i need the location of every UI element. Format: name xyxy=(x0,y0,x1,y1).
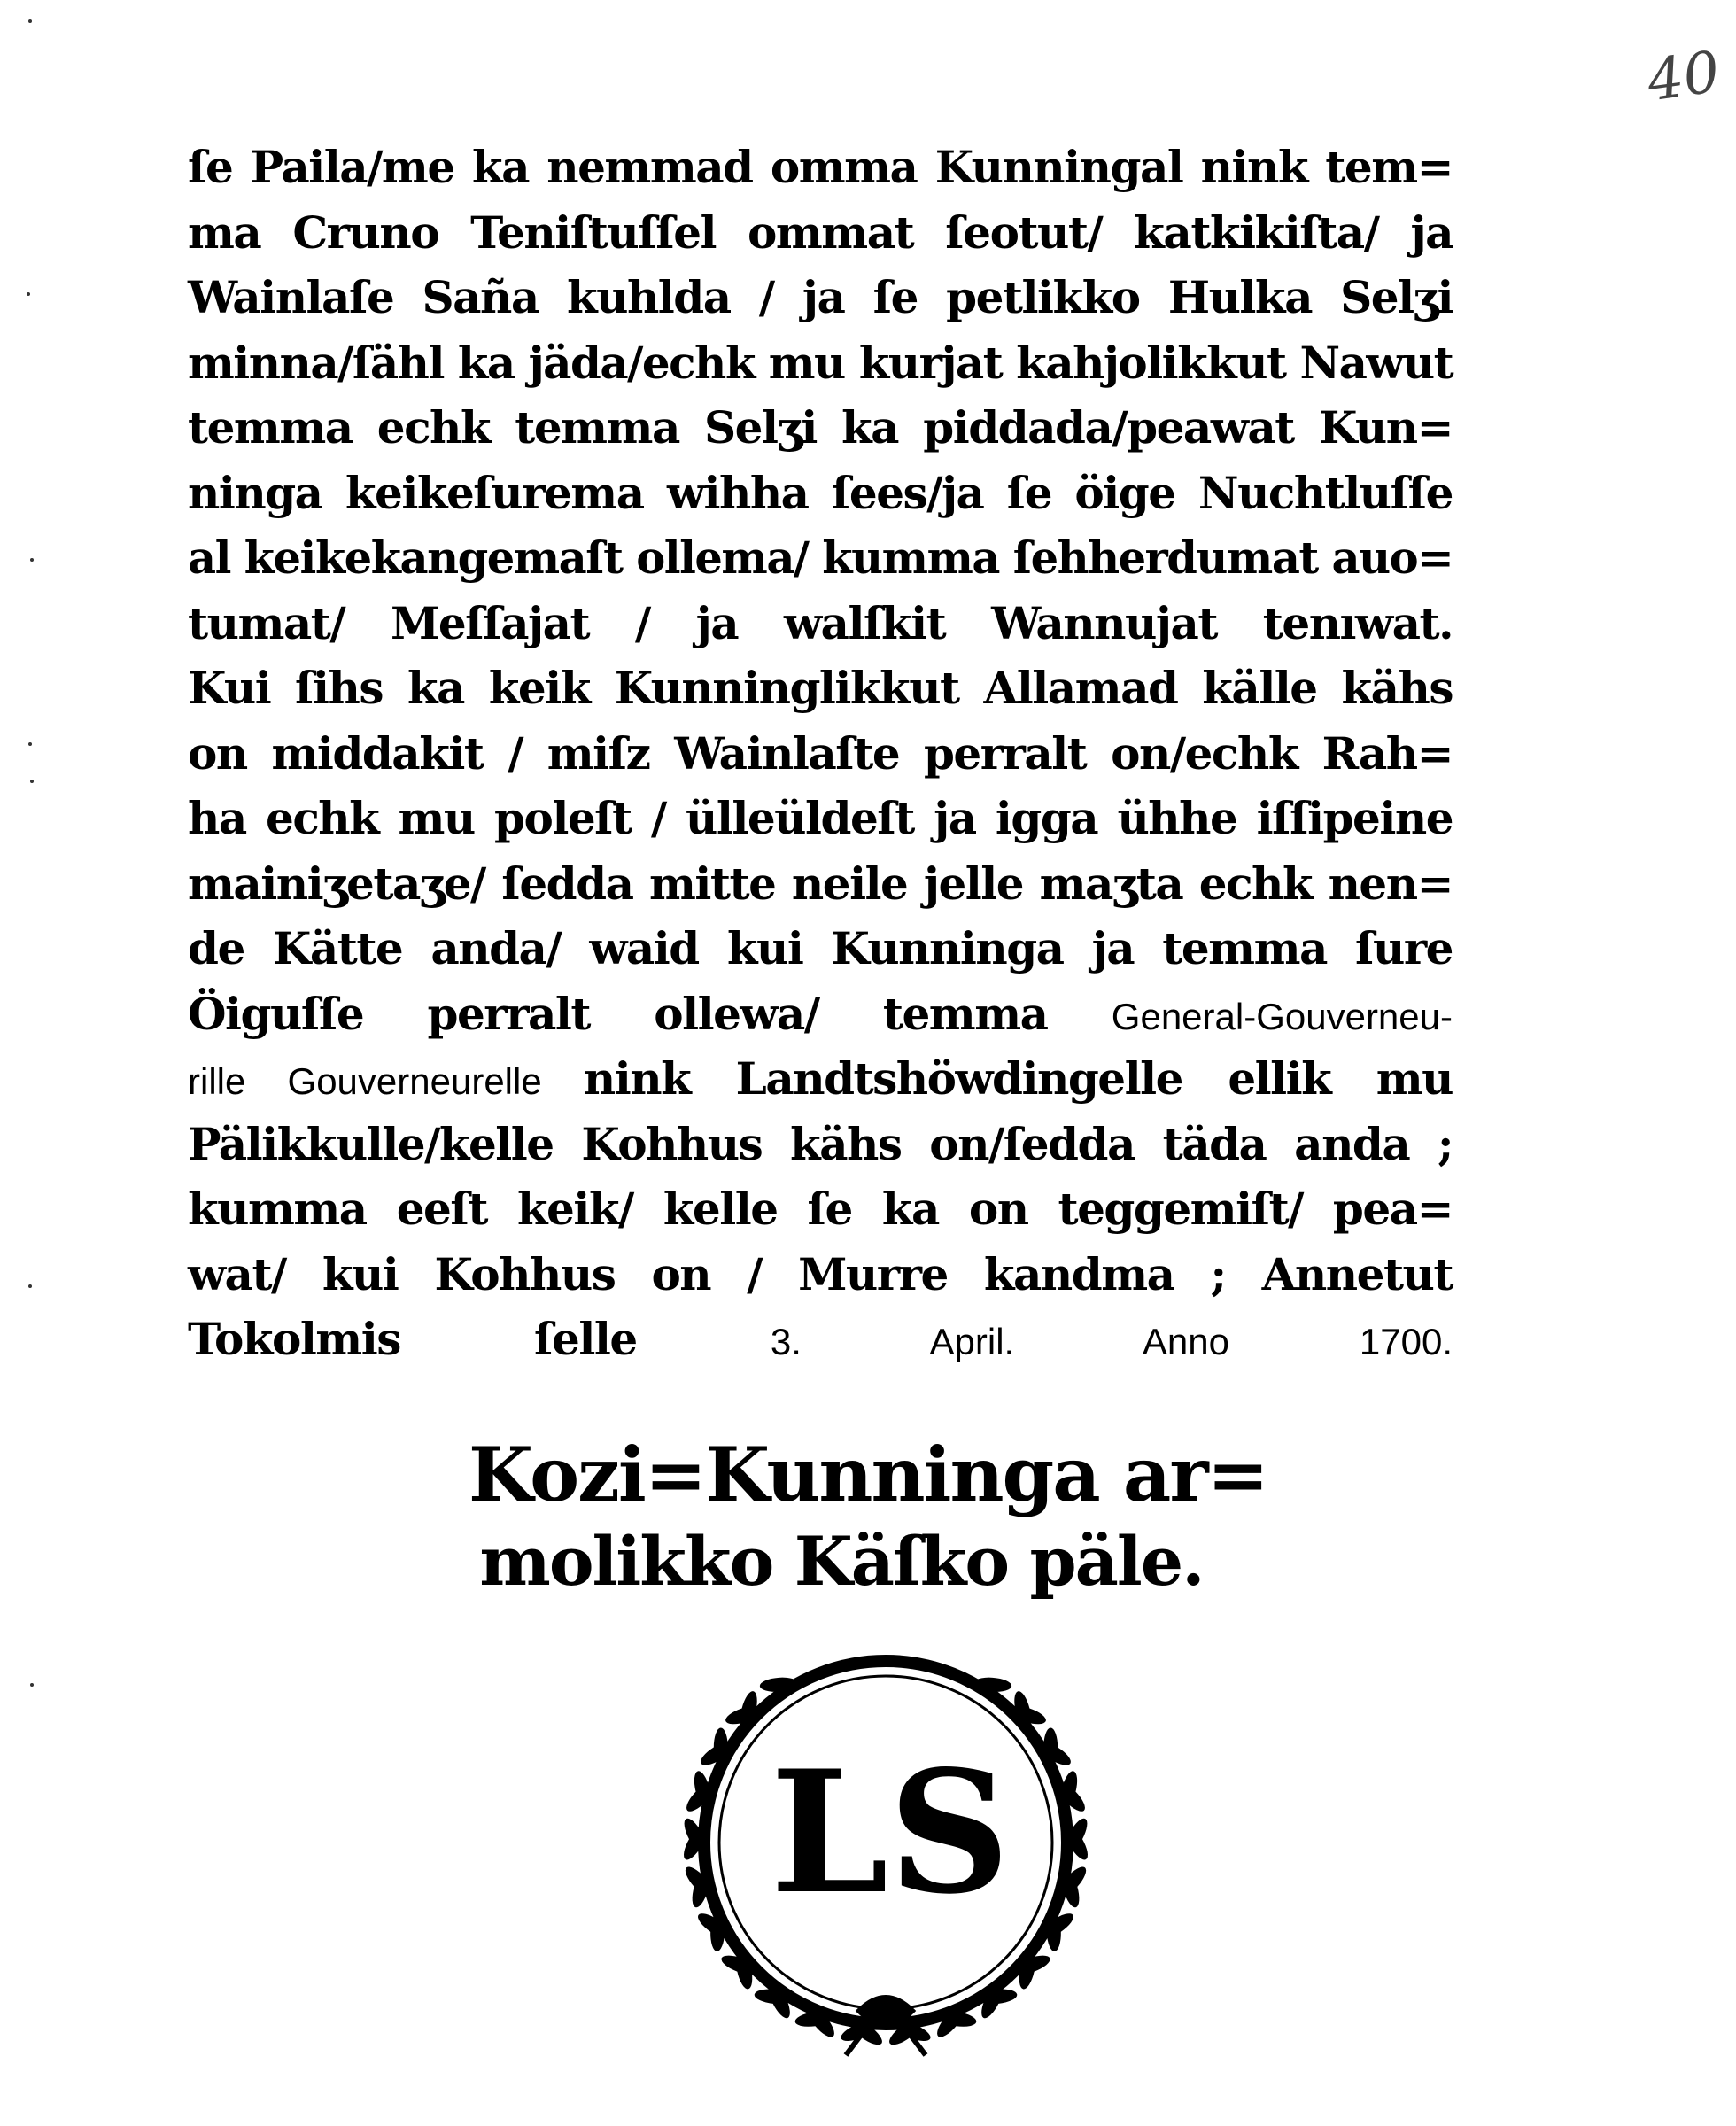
text-line xyxy=(188,721,1453,787)
text-line xyxy=(188,1307,1453,1372)
fraktur-text: Tokolmis ſelle xyxy=(188,1313,771,1365)
text-line xyxy=(188,982,1453,1047)
leaf-icon xyxy=(714,1728,728,1767)
leaf-icon xyxy=(1043,1728,1058,1767)
scan-speck xyxy=(28,742,32,746)
scan-speck xyxy=(28,1284,32,1288)
fraktur-text: tumat/ Meſſajat / ja walſkit Wannujat tenıwat. xyxy=(188,596,1453,649)
text-line xyxy=(188,200,1453,266)
text-line xyxy=(188,916,1453,982)
scan-speck xyxy=(30,558,34,562)
fraktur-text: Pälikkulle/kelle Kohhus kähs on/ſedda täda anda ; xyxy=(188,1117,1453,1170)
text-line xyxy=(188,461,1453,526)
text-line xyxy=(188,1112,1453,1177)
fraktur-text: minna/ſähl ka jäda/echk mu kurjat kahjolikkut Nawut xyxy=(188,336,1453,389)
text-line xyxy=(188,395,1453,461)
handwritten-page-number: 40 xyxy=(1643,39,1724,115)
closing-line-1: Kozi=Kunninga ar= xyxy=(468,1431,1268,1518)
fraktur-text: nink Landtshöwdingelle ellik mu xyxy=(583,1052,1453,1105)
text-line xyxy=(188,656,1453,721)
text-line xyxy=(188,591,1453,656)
fraktur-text: wat/ kui Kohhus on / Murre kandma ; Annetut xyxy=(188,1247,1453,1300)
fraktur-text: mainiʒetaʒe/ ſedda mitte neile jelle maʒta echk nen= xyxy=(188,857,1453,910)
antiqua-text: General-Gouverneu- xyxy=(1111,995,1453,1037)
text-line xyxy=(188,851,1453,917)
fraktur-text: ninga keikeſurema wihha ſees/ja ſe öige Nuchtluſſe xyxy=(188,466,1453,519)
text-line xyxy=(188,265,1453,330)
text-line xyxy=(188,330,1453,396)
scan-speck xyxy=(28,19,32,23)
antiqua-text: 3. April. Anno 1700. xyxy=(770,1321,1453,1362)
fraktur-text: al keikekangemaſt ollema/ kumma ſehherdumat auo= xyxy=(188,532,1453,584)
fraktur-text: ha echk mu poleſt / ülleüldeſt ja igga ühhe iſſipeine xyxy=(188,792,1453,844)
seal-ls-wreath xyxy=(638,1594,1134,2091)
scan-speck xyxy=(30,780,34,783)
decree-body-text xyxy=(188,135,1453,1372)
text-line xyxy=(188,135,1453,200)
scan-speck xyxy=(27,292,30,296)
closing-line-2: molikko Käſko päle. xyxy=(479,1522,1204,1601)
scan-speck xyxy=(30,1683,34,1687)
fraktur-text: Kui ſihs ka keik Kunninglikkut Allamad källe kähs xyxy=(188,662,1453,714)
fraktur-text: Öiguſſe perralt ollewa/ temma xyxy=(188,987,1112,1040)
fraktur-text: Wainlaſe Saña kuhlda / ja ſe petlikko Hulka Selʒi xyxy=(188,271,1453,323)
fraktur-text: on middakit / miſz Wainlaſte perralt on/echk Rah= xyxy=(188,726,1453,780)
fraktur-text: ma Cruno Teniſtuſſel ommat ſeotut/ katkikiſta/ ja xyxy=(188,206,1453,259)
antiqua-text: rille Gouverneurelle xyxy=(188,1060,584,1102)
text-line xyxy=(188,525,1453,591)
text-line xyxy=(188,786,1453,851)
fraktur-text: de Kätte anda/ waid kui Kunninga ja temma ſure xyxy=(188,922,1453,974)
text-line xyxy=(188,1046,1453,1112)
text-line xyxy=(188,1176,1453,1242)
seal-letters: LS xyxy=(770,1734,1011,1931)
fraktur-text: temma echk temma Selʒi ka piddada/peawat Kun= xyxy=(188,401,1453,454)
text-line xyxy=(188,1242,1453,1307)
fraktur-text: ſe Paila/me ka nemmad omma Kunningal nink tem= xyxy=(188,141,1453,193)
fraktur-text: kumma eeſt keik/ kelle ſe ka on teggemiſt/ pea= xyxy=(188,1183,1453,1235)
